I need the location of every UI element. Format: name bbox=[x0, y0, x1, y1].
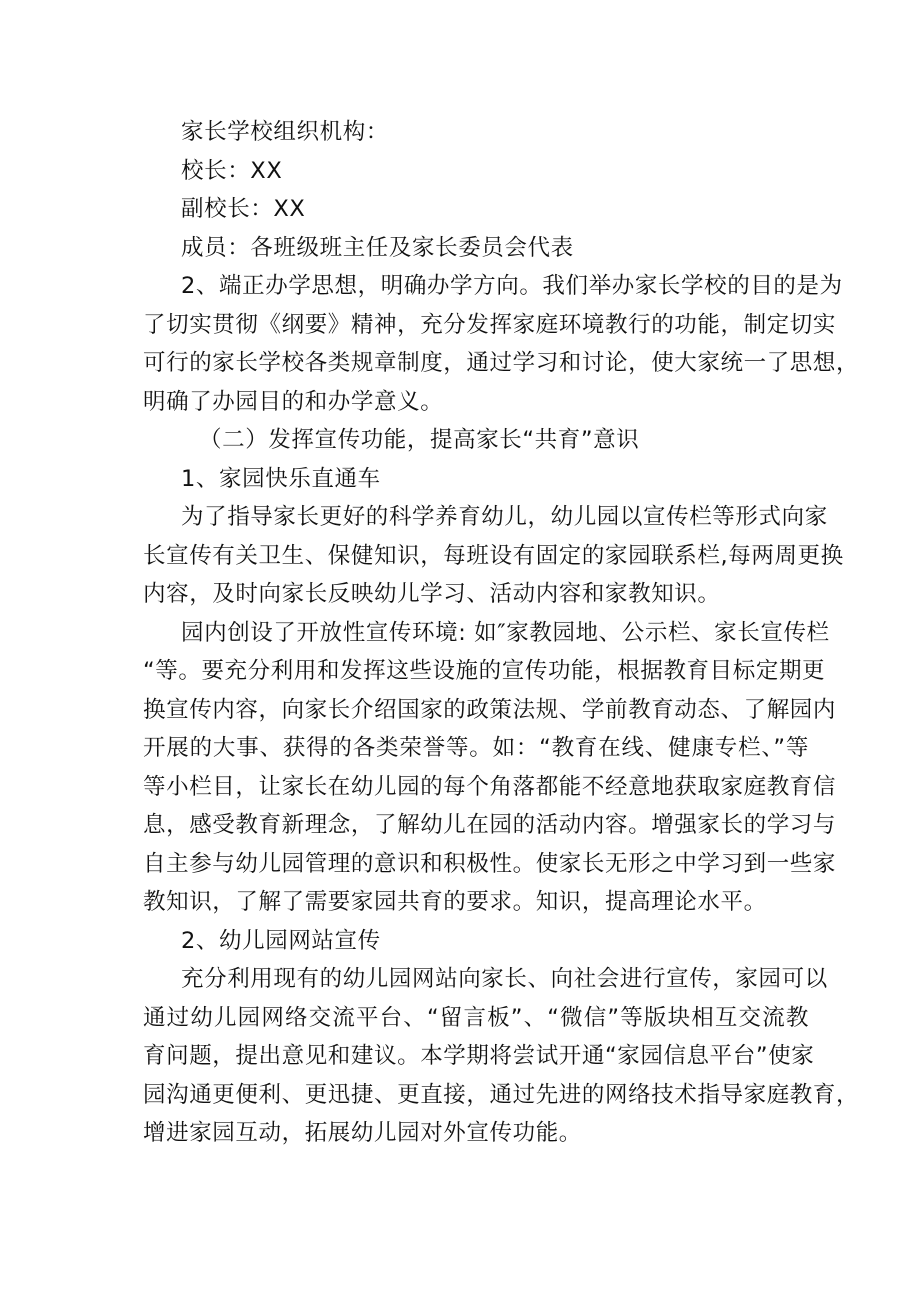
document-line: 充分利用现有的幼儿园网站向家长、向社会进行宣传，家园可以 bbox=[181, 966, 828, 992]
document-line: 长宣传有关卫生、保健知识，每班设有固定的家园联系栏,每两周更换 bbox=[143, 542, 844, 569]
document-line: 育问题，提出意见和建议。本学期将尝试开通“家园信息平台”使家 bbox=[143, 1043, 815, 1069]
document-line: 为了指导家长更好的科学养育幼儿，幼儿园以宣传栏等形式向家 bbox=[181, 504, 828, 530]
document-line: 增进家园互动，拓展幼儿园对外宣传功能。 bbox=[143, 1120, 582, 1146]
document-line: 1、家园快乐直通车 bbox=[181, 465, 381, 492]
document-line: 了切实贯彻《纲要》精神，充分发挥家庭环境教行的功能，制定切实 bbox=[143, 311, 837, 338]
document-body bbox=[143, 113, 860, 1153]
document-line: 开展的大事、获得的各类荣誉等。如：“教育在线、健康专栏、”等 bbox=[143, 735, 809, 761]
document-line: 园沟通更便利、更迅捷、更直接，通过先进的网络技术指导家庭教育， bbox=[143, 1081, 860, 1108]
document-line: 副校长：XX bbox=[181, 196, 306, 222]
document-line: 自主参与幼儿园管理的意识和积极性。使家长无形之中学习到一些家 bbox=[143, 850, 837, 877]
document-line: 家长学校组织机构： bbox=[181, 119, 389, 145]
document-line: 2、端正办学思想，明确办学方向。我们举办家长学校的目的是为 bbox=[181, 273, 843, 299]
document-line: 通过幼儿园网络交流平台、“留言板”、“微信”等版块相互交流教 bbox=[143, 1004, 809, 1031]
document-line: 可行的家长学校各类规章制度，通过学习和讨论，使大家统一了思想， bbox=[143, 350, 860, 376]
document-line: 息，感受教育新理念，了解幼儿在园的活动内容。增强家长的学习与 bbox=[143, 812, 837, 838]
document-line: 园内创设了开放性宣传环境: 如″家教园地、公示栏、家长宣传栏 bbox=[181, 619, 830, 646]
document-line: 成员：各班级班主任及家长委员会代表 bbox=[181, 234, 574, 261]
document-line: （二）发挥宣传功能，提高家长“共育”意识 bbox=[199, 427, 640, 453]
document-line: “等。要充分利用和发挥这些设施的宣传功能，根据教育目标定期更 bbox=[143, 658, 826, 684]
document-line: 内容，及时向家长反映幼儿学习、活动内容和家教知识。 bbox=[143, 581, 721, 607]
document-line: 换宣传内容，向家长介绍国家的政策法规、学前教育动态、了解园内 bbox=[143, 696, 837, 723]
document-line: 明确了办园目的和办学意义。 bbox=[143, 388, 444, 415]
document-line: 教知识，了解了需要家园共育的要求。知识，提高理论水平。 bbox=[143, 889, 767, 915]
document-line: 校长：XX bbox=[181, 157, 283, 184]
document-line: 等小栏目，让家长在幼儿园的每个角落都能不经意地获取家庭教育信 bbox=[143, 773, 837, 800]
document-line: 2、幼儿园网站宣传 bbox=[181, 927, 381, 954]
